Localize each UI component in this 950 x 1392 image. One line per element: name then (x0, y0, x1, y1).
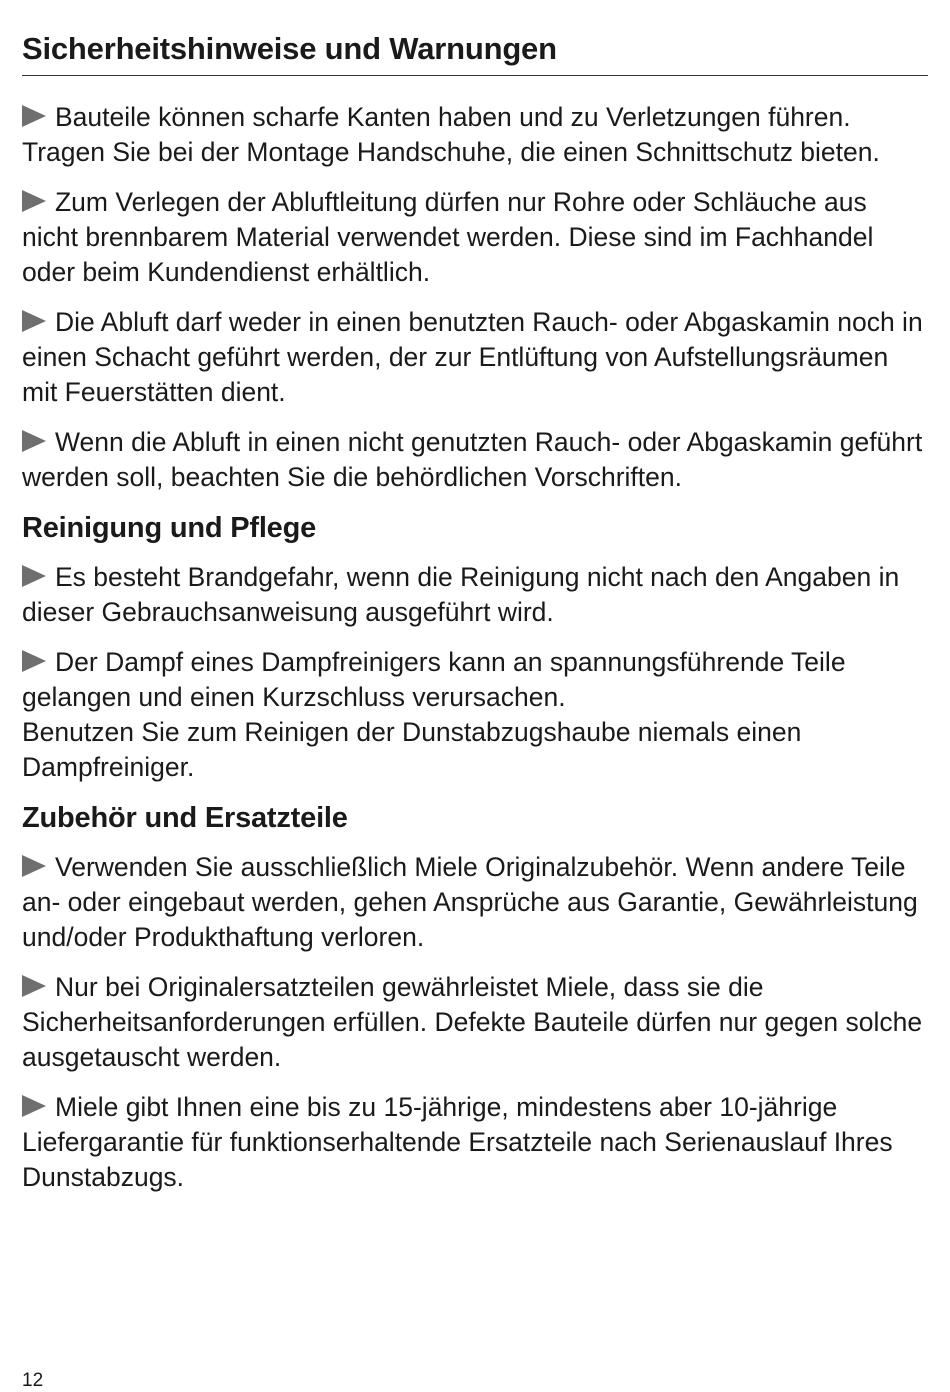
triangle-bullet-icon (22, 1095, 46, 1117)
page-title: Sicherheitshinweise und Warnungen (22, 31, 557, 66)
warning-lead: Die Abluft darf weder in einen benutzten Rauch- oder Abgaskamin noch in einen Schacht geführt werden, der zur Entlüftung von Aufstellungsräumen mit Feuerstätten dient. (22, 307, 923, 407)
warning-item (22, 560, 928, 630)
warning-lead: Miele gibt Ihnen eine bis zu 15-jährige, mindestens aber 10-jährige Liefergarantie für funktionserhaltende Ersatzteile nach Serienauslauf Ihres Dunstabzugs. (22, 1092, 893, 1192)
warning-text (22, 305, 928, 410)
warning-item (22, 850, 928, 955)
section-installation (22, 100, 928, 495)
warning-lead: Wenn die Abluft in einen nicht genutzten Rauch- oder Abgaskamin geführt werden soll, beachten Sie die behördlichen Vorschriften. (22, 427, 923, 492)
triangle-bullet-icon (22, 565, 46, 587)
warning-lead: Der Dampf eines Dampfreinigers kann an spannungsführende Teile gelangen und einen Kurzschluss verursachen. (22, 647, 846, 712)
warning-text (22, 100, 928, 135)
triangle-bullet-icon (22, 310, 46, 332)
warning-item (22, 100, 928, 170)
triangle-bullet-icon (22, 190, 46, 212)
warning-extra: Tragen Sie bei der Montage Handschuhe, die einen Schnittschutz bieten. (22, 137, 880, 167)
warning-lead: Nur bei Originalersatzteilen gewährleistet Miele, dass sie die Sicherheitsanforderungen erfüllen. Defekte Bauteile dürfen nur gegen solche ausgetauscht werden. (22, 972, 923, 1072)
warning-lead: Verwenden Sie ausschließlich Miele Originalzubehör. Wenn andere Teile an- oder eingebaut werden, gehen Ansprüche aus Garantie, Gewährleistung und/oder Produkthaftung verloren. (22, 852, 918, 952)
warning-lead: Zum Verlegen der Abluftleitung dürfen nur Rohre oder Schläuche aus nicht brennbarem Material verwendet werden. Diese sind im Fachhandel oder beim Kundendienst erhältlich. (22, 187, 874, 287)
section-heading: Reinigung und Pflege (22, 512, 317, 544)
warning-text (22, 645, 928, 715)
section-accessories (22, 800, 928, 1195)
page-number: 12 (22, 1370, 44, 1391)
section-heading: Zubehör und Ersatzteile (22, 802, 348, 834)
warning-text (22, 970, 928, 1075)
warning-item (22, 970, 928, 1075)
warning-item (22, 645, 928, 785)
warning-text (22, 1090, 928, 1195)
warning-item (22, 305, 928, 410)
warning-text (22, 560, 928, 630)
warning-item (22, 425, 928, 495)
warning-extra: Benutzen Sie zum Reinigen der Dunstabzugshaube niemals einen Dampfreiniger. (22, 717, 802, 782)
title-divider (22, 75, 928, 76)
section-cleaning (22, 510, 928, 785)
warning-text (22, 185, 928, 290)
triangle-bullet-icon (22, 105, 46, 127)
triangle-bullet-icon (22, 650, 46, 672)
triangle-bullet-icon (22, 430, 46, 452)
warning-item (22, 1090, 928, 1195)
warning-lead: Es besteht Brandgefahr, wenn die Reinigung nicht nach den Angaben in dieser Gebrauchsanweisung ausgeführt wird. (22, 562, 900, 627)
triangle-bullet-icon (22, 975, 46, 997)
triangle-bullet-icon (22, 855, 46, 877)
warning-text (22, 850, 928, 955)
page (22, 0, 928, 1210)
warning-lead: Bauteile können scharfe Kanten haben und zu Verletzungen führen. (55, 102, 851, 132)
warning-text (22, 425, 928, 495)
warning-item (22, 185, 928, 290)
